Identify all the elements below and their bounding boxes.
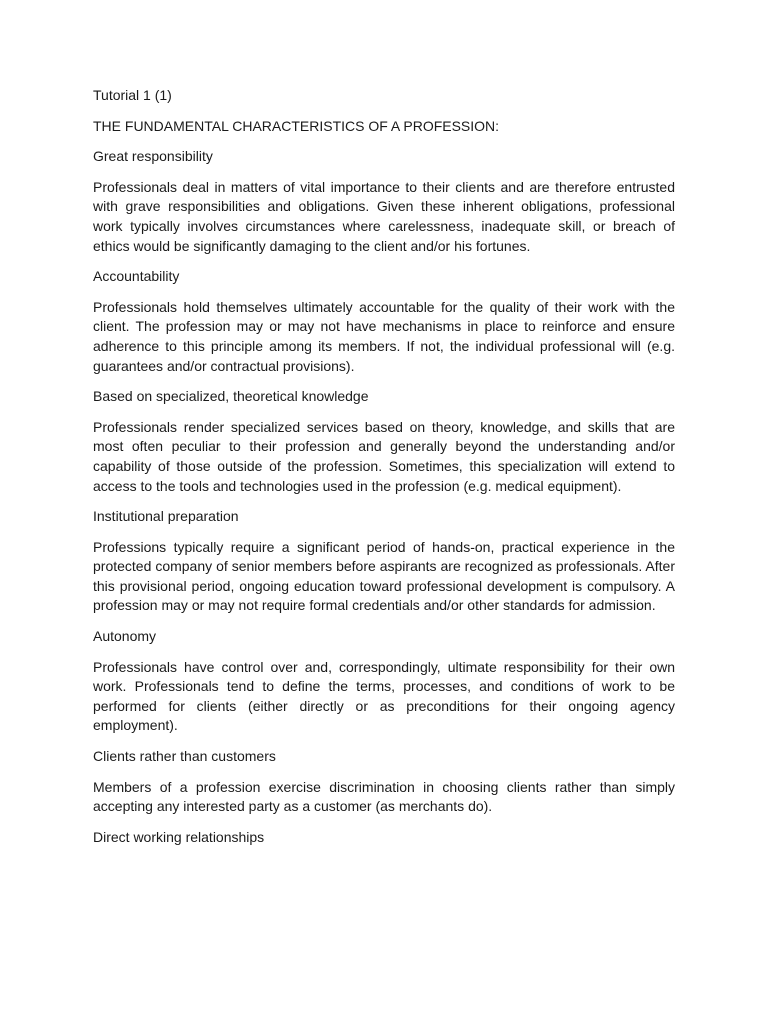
section-title-direct-working-relationships: Direct working relationships bbox=[93, 828, 265, 845]
document-page bbox=[93, 86, 675, 858]
document-title: Tutorial 1 (1) bbox=[93, 87, 172, 103]
section-title-specialized-knowledge: Based on specialized, theoretical knowledge bbox=[93, 388, 369, 405]
section-title-institutional-preparation: Institutional preparation bbox=[93, 508, 239, 525]
section-body-clients-rather-than-customers: Members of a profession exercise discrimination in choosing clients rather than simply accepting any interested party as a customer (as merchants do). bbox=[93, 778, 675, 815]
section-title-autonomy: Autonomy bbox=[93, 628, 157, 645]
section-body-specialized-knowledge: Professionals render specialized services based on theory, knowledge, and skills that are most often peculiar to their profession and generally beyond the understanding and/or capability of those outside of the profession. Sometimes, this specialization will extend to access to the tools and technologies used in the profession (e.g. medical equipment). bbox=[93, 418, 675, 494]
section-title-clients-rather-than-customers: Clients rather than customers bbox=[93, 748, 276, 765]
section-body-great-responsibility: Professionals deal in matters of vital importance to their clients and are therefore entrusted with grave responsibilities and obligations. Given these inherent obligations, professional work typically involves circumstances where carelessness, inadequate skill, or breach of ethics would be significantly damaging to the client and/or his fortunes. bbox=[93, 178, 675, 254]
document-heading: THE FUNDAMENTAL CHARACTERISTICS OF A PROFESSION: bbox=[93, 117, 500, 134]
section-body-institutional-preparation: Professions typically require a significant period of hands-on, practical experience in the protected company of senior members before aspirants are recognized as professionals. After this provisional period, ongoing education toward professional development is compulsory. A profession may or may not require formal credentials and/or other standards for admission. bbox=[93, 538, 675, 614]
section-title-great-responsibility: Great responsibility bbox=[93, 148, 213, 165]
section-title-accountability: Accountability bbox=[93, 268, 180, 285]
section-body-accountability: Professionals hold themselves ultimately accountable for the quality of their work with the client. The profession may or may not have mechanisms in place to reinforce and ensure adherence to this principle among its members. If not, the individual professional will (e.g. guarantees and/or contractual provisions). bbox=[93, 298, 675, 374]
section-body-autonomy: Professionals have control over and, correspondingly, ultimate responsibility for their own work. Professionals tend to define the terms, processes, and conditions of work to be performed for clients (either directly or as preconditions for their ongoing agency employment). bbox=[93, 658, 675, 734]
